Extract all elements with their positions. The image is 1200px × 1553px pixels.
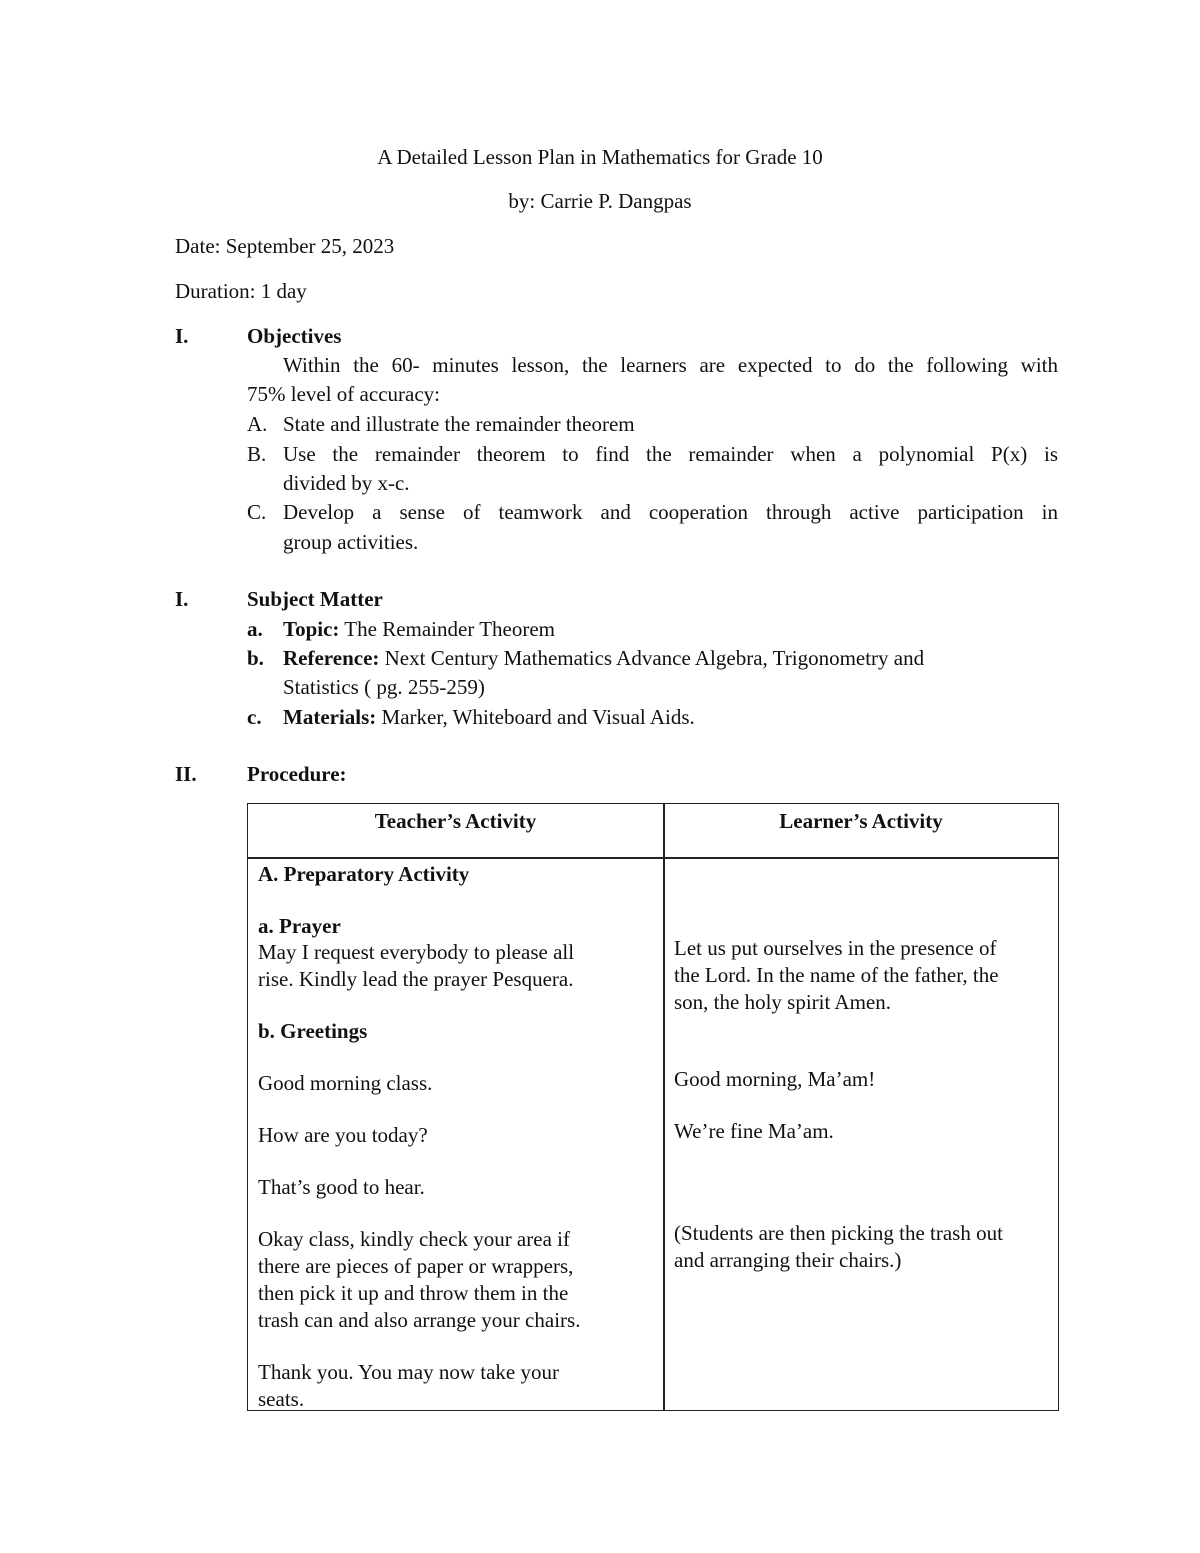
table-column-divider (663, 804, 665, 1410)
procedure-table (247, 803, 1059, 1411)
subject-letter-b: b. (247, 646, 264, 670)
objective-b-line2: divided by x-c. (283, 471, 410, 495)
subject-letter-a: a. (247, 617, 263, 641)
objectives-heading: Objectives (247, 324, 342, 348)
thanks-teacher-line1: Thank you. You may now take your (258, 1360, 559, 1384)
check-learner-line1: (Students are then picking the trash out (674, 1221, 1003, 1245)
materials-line (283, 705, 695, 730)
prayer-heading: a. Prayer (258, 914, 341, 938)
objectives-intro-line1: Within the 60- minutes lesson, the learners are expected to do the following with (283, 353, 1058, 377)
greetings-heading: b. Greetings (258, 1019, 368, 1043)
topic-label: Topic: (283, 617, 340, 641)
objective-letter-a: A. (247, 412, 268, 436)
prayer-learner-line1: Let us put ourselves in the presence of (674, 936, 997, 960)
objectives-intro-line2: 75% level of accuracy: (247, 382, 440, 406)
check-teacher-line2: there are pieces of paper or wrappers, (258, 1254, 574, 1278)
reference-label: Reference: (283, 646, 380, 670)
materials-label: Materials: (283, 705, 377, 729)
check-teacher-line1: Okay class, kindly check your area if (258, 1227, 570, 1251)
subject-matter-numeral: I. (175, 587, 189, 611)
how-learner: We’re fine Ma’am. (674, 1119, 834, 1143)
preparatory-activity-heading: A. Preparatory Activity (258, 862, 470, 886)
good-teacher: That’s good to hear. (258, 1175, 425, 1199)
procedure-heading: Procedure: (247, 762, 347, 786)
thanks-teacher-line2: seats. (258, 1387, 305, 1411)
date-line: Date: September 25, 2023 (175, 234, 395, 258)
greet-teacher: Good morning class. (258, 1071, 433, 1095)
table-header-divider (248, 857, 1058, 859)
subject-matter-heading: Subject Matter (247, 587, 383, 611)
prayer-learner-line2: the Lord. In the name of the father, the (674, 963, 999, 987)
check-teacher-line4: trash can and also arrange your chairs. (258, 1308, 581, 1332)
objective-b-line1: Use the remainder theorem to find the remainder when a polynomial P(x) is (283, 442, 1058, 466)
subject-letter-c: c. (247, 705, 262, 729)
prayer-teacher-line1: May I request everybody to please all (258, 940, 575, 964)
objectives-numeral: I. (175, 324, 189, 348)
learner-activity-header: Learner’s Activity (779, 809, 943, 833)
objective-letter-c: C. (247, 500, 267, 524)
document-title: A Detailed Lesson Plan in Mathematics for Grade 10 (377, 145, 823, 169)
reference-value: Next Century Mathematics Advance Algebra, Trigonometry and (379, 646, 925, 670)
greet-learner: Good morning, Ma’am! (674, 1067, 876, 1091)
procedure-numeral: II. (175, 762, 197, 786)
topic-line (283, 617, 555, 642)
prayer-learner-line3: son, the holy spirit Amen. (674, 990, 891, 1014)
check-learner-line2: and arranging their chairs.) (674, 1248, 902, 1272)
reference-value-line2: Statistics ( pg. 255-259) (283, 675, 485, 699)
author-line: by: Carrie P. Dangpas (508, 189, 692, 213)
how-teacher: How are you today? (258, 1123, 428, 1147)
teacher-activity-header: Teacher’s Activity (374, 809, 537, 833)
objective-letter-b: B. (247, 442, 267, 466)
objective-c-line2: group activities. (283, 530, 419, 554)
materials-value: Marker, Whiteboard and Visual Aids. (376, 705, 695, 729)
objective-a-text: State and illustrate the remainder theorem (283, 412, 635, 436)
reference-line (283, 646, 924, 671)
topic-value: The Remainder Theorem (339, 617, 555, 641)
prayer-teacher-line2: rise. Kindly lead the prayer Pesquera. (258, 967, 574, 991)
duration-line: Duration: 1 day (175, 279, 307, 303)
check-teacher-line3: then pick it up and throw them in the (258, 1281, 569, 1305)
objective-c-line1: Develop a sense of teamwork and cooperation through active participation in (283, 500, 1058, 524)
